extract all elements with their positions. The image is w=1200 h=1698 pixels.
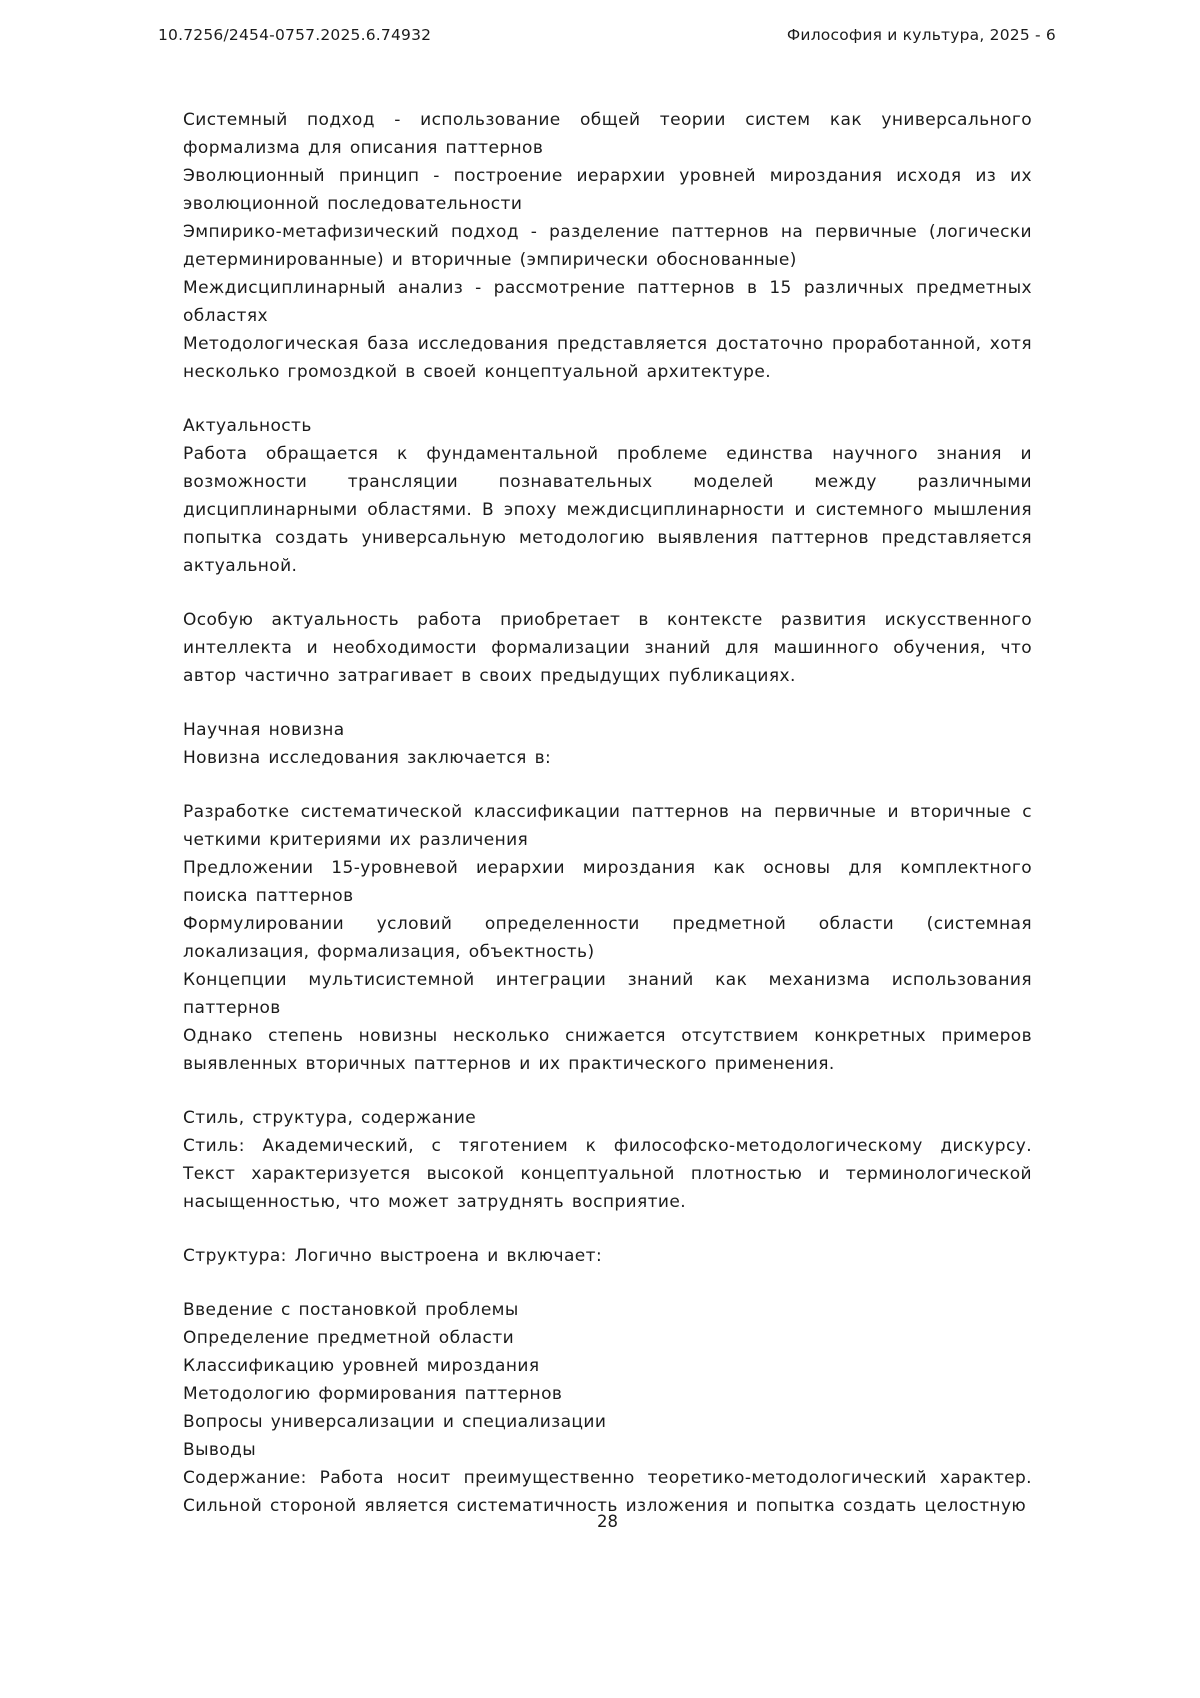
paragraph: Структура: Логично выстроена и включает: [183, 1246, 603, 1266]
paragraph: Предложении 15-уровневой иерархии мироздания как основы для комплектного поиска паттернов [183, 858, 1032, 906]
paragraph: Формулировании условий определенности предметной области (системная локализация, формализация, объектность) [183, 914, 1032, 962]
doi-text: 10.7256/2454-0757.2025.6.74932 [158, 26, 432, 44]
list-item: Выводы [183, 1440, 257, 1460]
section-heading: Актуальность [183, 416, 312, 436]
paragraph: Однако степень новизны несколько снижается отсутствием конкретных примеров выявленных вторичных паттернов и их практического применения. [183, 1026, 1032, 1074]
paragraph: Особую актуальность работа приобретает в контексте развития искусственного интеллекта и необходимости формализации знаний для машинного обучения, что автор частично затрагивает в своих предыдущих публикациях. [183, 610, 1032, 686]
list-item: Вопросы универсализации и специализации [183, 1412, 607, 1432]
paragraph: Новизна исследования заключается в: [183, 748, 552, 768]
paragraph: Эмпирико-метафизический подход - разделение паттернов на первичные (логически детерминированные) и вторичные (эмпирически обоснованные) [183, 222, 1032, 270]
page-body [183, 106, 1032, 1520]
paragraph: Стиль: Академический, с тяготением к философско-методологическому дискурсу. Текст характеризуется высокой концептуальной плотностью и терминологической насыщенностью, что может затруднять восприятие. [183, 1136, 1032, 1212]
paragraph: Концепции мультисистемной интеграции знаний как механизма использования паттернов [183, 970, 1032, 1018]
page-footer [183, 1512, 1032, 1531]
list-item: Методологию формирования паттернов [183, 1384, 563, 1404]
section-heading: Научная новизна [183, 720, 345, 740]
paragraph: Методологическая база исследования представляется достаточно проработанной, хотя несколько громоздкой в своей концептуальной архитектуре. [183, 334, 1032, 382]
list-item: Введение с постановкой проблемы [183, 1300, 519, 1320]
page-header [158, 26, 1056, 44]
paragraph: Системный подход - использование общей теории систем как универсального формализма для описания паттернов [183, 110, 1032, 158]
section-heading: Стиль, структура, содержание [183, 1108, 477, 1128]
page-number: 28 [597, 1512, 618, 1531]
paragraph: Эволюционный принцип - построение иерархии уровней мироздания исходя из их эволюционной последовательности [183, 166, 1032, 214]
list-item: Определение предметной области [183, 1328, 515, 1348]
list-item: Классификацию уровней мироздания [183, 1356, 540, 1376]
paragraph: Содержание: Работа носит преимущественно теоретико-методологический характер. Сильной стороной является систематичность изложения и попытка создать целостную [183, 1468, 1032, 1516]
paragraph: Разработке систематической классификации паттернов на первичные и вторичные с четкими критериями их различения [183, 802, 1032, 850]
paragraph: Работа обращается к фундаментальной проблеме единства научного знания и возможности трансляции познавательных моделей между различными дисциплинарными областями. В эпоху междисциплинарности и системного мышления попытка создать универсальную методологию выявления паттернов представляется актуальной. [183, 444, 1032, 576]
journal-title: Философия и культура, 2025 - 6 [786, 26, 1056, 44]
paragraph: Междисциплинарный анализ - рассмотрение паттернов в 15 различных предметных областях [183, 278, 1032, 326]
